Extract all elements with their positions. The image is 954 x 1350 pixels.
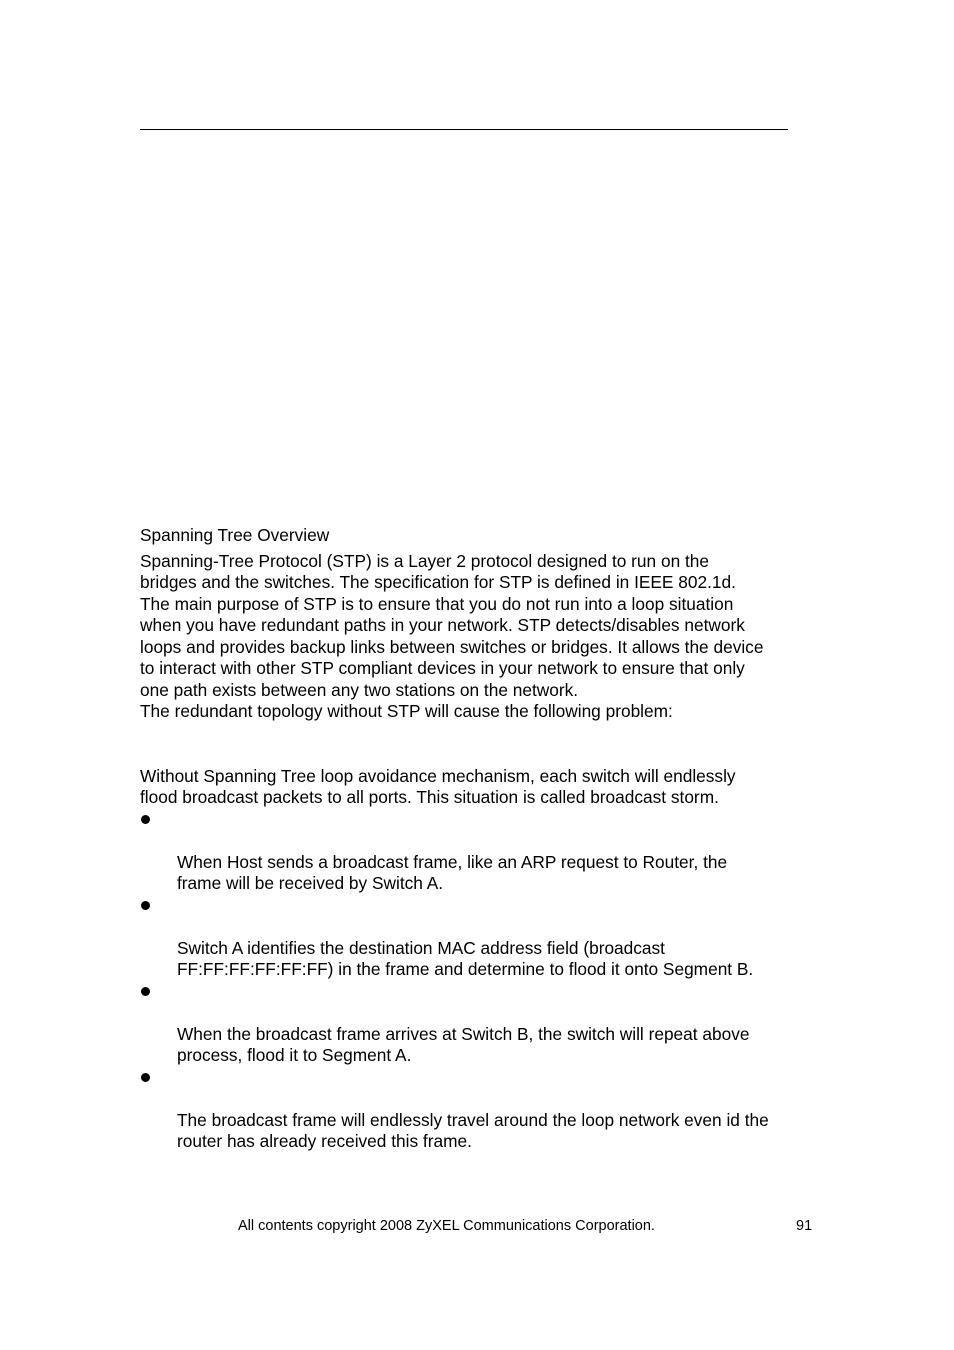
problem-intro: The redundant topology without STP will cause the following problem: bbox=[140, 701, 673, 721]
footer-copyright: All contents copyright 2008 ZyXEL Communications Corporation. bbox=[238, 1218, 655, 1234]
broadcast-storm-paragraph: Without Spanning Tree loop avoidance mechanism, each switch will endlessly flood broadcast packets to all ports. This situation is called broadcast storm. bbox=[140, 765, 736, 807]
bullet-list bbox=[140, 809, 820, 1153]
header-divider bbox=[140, 129, 788, 130]
bullet-dot-icon bbox=[141, 901, 150, 910]
intro-paragraph: Spanning-Tree Protocol (STP) is a Layer 2 protocol designed to run on the bridges and the switches. The specification for STP is defined in IEEE 802.1d. The main purpose of STP is to ensure that you do not run into a loop situation when you have redundant paths in your network. STP detects/disables network loops and provides backup links between switches or bridges. It allows the device to interact with other STP compliant devices in your network to ensure that only one path exists between any two stations on the network. bbox=[140, 550, 764, 700]
bullet-dot-icon bbox=[141, 987, 150, 996]
list-item-text: The broadcast frame will endlessly travel around the loop network even id the router has already received this frame. bbox=[177, 1109, 769, 1151]
bullet-dot-icon bbox=[141, 815, 150, 824]
list-item bbox=[140, 895, 820, 981]
list-item bbox=[140, 1067, 820, 1153]
bullet-dot-icon bbox=[141, 1073, 150, 1082]
list-item bbox=[140, 981, 820, 1067]
page-number: 91 bbox=[796, 1218, 813, 1234]
list-item-text: When Host sends a broadcast frame, like an ARP request to Router, the frame will be received by Switch A. bbox=[177, 851, 728, 893]
list-item bbox=[140, 809, 820, 895]
list-item-text: Switch A identifies the destination MAC address field (broadcast FF:FF:FF:FF:FF:FF) in the frame and determine to flood it onto Segment B. bbox=[177, 937, 754, 979]
section-title: Spanning Tree Overview bbox=[140, 525, 330, 545]
list-item-text: When the broadcast frame arrives at Switch B, the switch will repeat above process, flood it to Segment A. bbox=[177, 1023, 750, 1065]
figure-spacer bbox=[140, 723, 820, 766]
document-body bbox=[140, 525, 820, 1153]
